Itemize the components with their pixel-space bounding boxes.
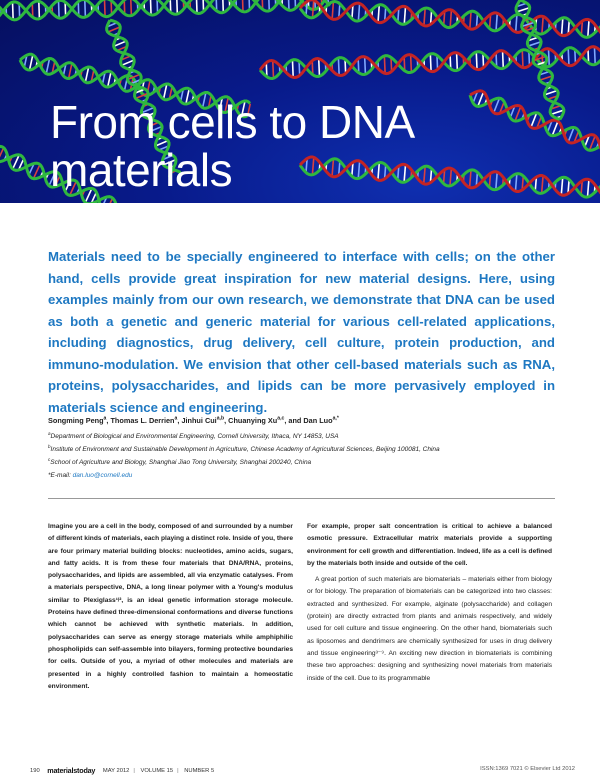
dna-base-pair — [562, 18, 563, 36]
dna-base-pair — [404, 165, 405, 182]
body-paragraph: A great portion of such materials are biomaterials – materials either from biology or for biology. The preparation of biomaterials can be categorized into two classes: extracted and synthesized. For example, alginate (polysaccharide) and collagen (protein) are directly extracted from plants and animals respectively, and widely used for cell culture and tissue engineering. On the other hand, biomaterials such as liposomes and dendrimers are chemically synthesized for uses in drug delivery and tissue engineering³⁻⁹. An exciting new direction in biomaterials is combining these two approaches: designing and synthesizing novel materials from materials inside of the cell. Due to its programmable — [307, 576, 552, 682]
author-affiliation-mark: a,c — [277, 415, 285, 422]
author-affiliation-mark: a,b — [216, 415, 225, 422]
dna-base-pair — [312, 0, 313, 18]
affiliation-b — [48, 443, 440, 453]
author-separator: , — [177, 416, 182, 425]
dna-base-pair — [561, 177, 562, 194]
dna-base-pair — [378, 163, 379, 180]
dna-base-pair — [542, 16, 543, 34]
dna-base-pair — [312, 157, 313, 174]
author-list — [48, 416, 568, 425]
dna-base-pair — [496, 13, 497, 31]
author-name: Dan Luo — [303, 416, 333, 425]
dna-base-pair — [13, 2, 14, 20]
dna-base-pair — [430, 54, 431, 72]
dna-backbone — [0, 0, 330, 20]
dna-base-pair — [358, 161, 359, 178]
author-name: Thomas L. Derrien — [110, 416, 175, 425]
dna-base-pair — [522, 50, 523, 68]
dna-base-pair — [384, 56, 385, 74]
affiliation-c — [48, 456, 312, 466]
dna-base-pair — [85, 0, 86, 17]
affiliation-a — [48, 430, 339, 440]
issn-copyright: ISSN:1369 7021 © Elsevier Ltd 2012 — [480, 766, 575, 772]
dna-base-pair — [470, 170, 471, 187]
abstract: Materials need to be specially engineered to interface with cells; on the other hand, cells provide great inspiration for new material designs. Here, using examples mainly from our own research, we demonstrate that DNA can be used as both a genetic and generic material for various cell-related applications, including diagnostics, drug delivery, cell culture, protein production, and immuno-modulation. We envision that other cell-based materials such as RNA, proteins, polysaccharides, and lipids can be more pervasively employed in materials science and engineering. — [48, 249, 555, 415]
dna-base-pair — [131, 0, 132, 16]
dna-base-pair — [424, 166, 425, 183]
dna-base-pair — [542, 176, 543, 193]
dna-helix — [260, 47, 600, 79]
dna-base-pair — [588, 179, 589, 196]
dna-helix — [470, 91, 600, 158]
dna-base-pair — [588, 20, 589, 38]
dna-helix — [300, 0, 600, 39]
article-title-line-1: From cells to DNA — [50, 96, 415, 148]
article-title-line-2: materials — [50, 144, 233, 196]
dna-base-pair — [365, 57, 366, 75]
dna-base-pair — [594, 47, 595, 65]
section-divider — [48, 498, 555, 499]
dna-base-pair — [150, 0, 151, 15]
author-separator: , and — [284, 416, 304, 425]
footer-separator: | — [133, 767, 135, 774]
dna-base-pair — [496, 172, 497, 189]
email-label: *E-mail: — [48, 472, 71, 479]
dna-base-pair — [424, 8, 425, 26]
author-name: Songming Peng — [48, 416, 104, 425]
email-link[interactable]: dan.luo@cornell.edu — [72, 472, 133, 479]
dna-base-pair — [516, 15, 517, 33]
dna-base-pair — [457, 53, 458, 71]
dna-base-pair — [358, 3, 359, 21]
dna-base-pair — [450, 168, 451, 185]
dna-base-pair — [104, 0, 105, 16]
issue-number: NUMBER 5 — [184, 767, 215, 774]
dna-helix — [300, 157, 600, 199]
dna-base-pair — [59, 1, 60, 19]
dna-base-pair — [450, 10, 451, 28]
dna-base-pair — [332, 2, 333, 20]
body-paragraph: Imagine you are a cell in the body, composed of and surrounded by a number of different kinds of materials, each playing a distinct role. Inside of you, there are four primary material building blocks: nucleotides, amino acids, sugars, and fatty acids. It is from these four materials that DNA/RNA, proteins, polysaccharides, and lipids are assembled, all via enzymatic catalyses. From a materials perspective, DNA, a long linear polymer with a Young's modulus similar to Plexiglass¹ʲ², is an ideal genetic information storage molecule. Proteins have defined three-dimensional conformations and diverse functions which cannot be achieved with synthetic materials. In addition, polysaccharides can serve as energy storage materials while amphiphilic phospholipids can self-assemble into bilayers, forming protective boundaries for cells. Outside of you, a myriad of other molecules and materials are presented in a highly controlled fashion to maintain a homeostatic environment. — [48, 523, 293, 690]
body-column-right — [307, 521, 552, 685]
affiliation-label: c — [48, 456, 51, 462]
issue-date: MAY 2012 — [102, 767, 130, 774]
page-number: 190 — [30, 767, 40, 774]
dna-backbone — [470, 91, 600, 158]
affiliation-text: School of Agriculture and Biology, Shanghai Jiao Tong University, Shanghai 200240, China — [50, 459, 312, 466]
author-separator: , — [224, 416, 229, 425]
corresponding-email — [48, 472, 132, 479]
dna-base-pair — [378, 5, 379, 23]
affiliation-text: Institute of Environment and Sustainable Development in Agriculture, Chinese Academy of Agricultural Sciences, Beijing 100081, China — [50, 446, 440, 453]
author-separator: , — [106, 416, 111, 425]
dna-base-pair — [177, 0, 178, 14]
dna-base-pair — [39, 1, 40, 19]
dna-base-pair — [223, 0, 224, 12]
dna-base-pair — [319, 59, 320, 77]
affiliation-text: Department of Biological and Environmental Engineering, Cornell University, Ithaca, NY 14853, USA — [50, 433, 339, 440]
dna-base-pair — [515, 174, 516, 191]
author-affiliation-mark: a — [174, 415, 178, 422]
journal-logo: materialstoday — [47, 766, 96, 775]
dna-base-pair — [476, 52, 477, 70]
affiliation-label: b — [48, 443, 51, 449]
dna-base-pair — [411, 55, 412, 73]
dna-base-pair — [503, 51, 504, 69]
dna-base-pair — [292, 60, 293, 78]
page-footer — [30, 766, 575, 775]
dna-base-pair — [404, 7, 405, 25]
body-paragraph: For example, proper salt concentration is critical to achieve a balanced osmotic pressure. Extracellular matrix materials provide a supporting environment for cell growth and differentiation. Indeed, life as a cell is defined by the materials both inside and outside of the cell. — [307, 523, 552, 567]
dna-base-pair — [273, 61, 274, 79]
dna-base-pair — [242, 0, 243, 12]
footer-separator: | — [177, 767, 179, 774]
affiliation-label: a — [48, 430, 51, 436]
dna-banner — [0, 0, 600, 203]
author-name: Chuanying Xu — [228, 416, 278, 425]
dna-base-pair — [338, 58, 339, 76]
dna-base-pair — [196, 0, 197, 13]
dna-base-pair — [568, 48, 569, 66]
dna-base-pair — [470, 11, 471, 29]
author-name: Jinhui Cui — [181, 416, 217, 425]
issue-volume: VOLUME 15 — [140, 767, 174, 774]
dna-base-pair — [332, 159, 333, 176]
author-affiliation-mark: a,* — [332, 415, 339, 422]
body-column-left — [48, 521, 293, 693]
dna-base-pair — [549, 49, 550, 67]
dna-helix — [0, 0, 330, 21]
author-affiliation-mark: a — [103, 415, 107, 422]
